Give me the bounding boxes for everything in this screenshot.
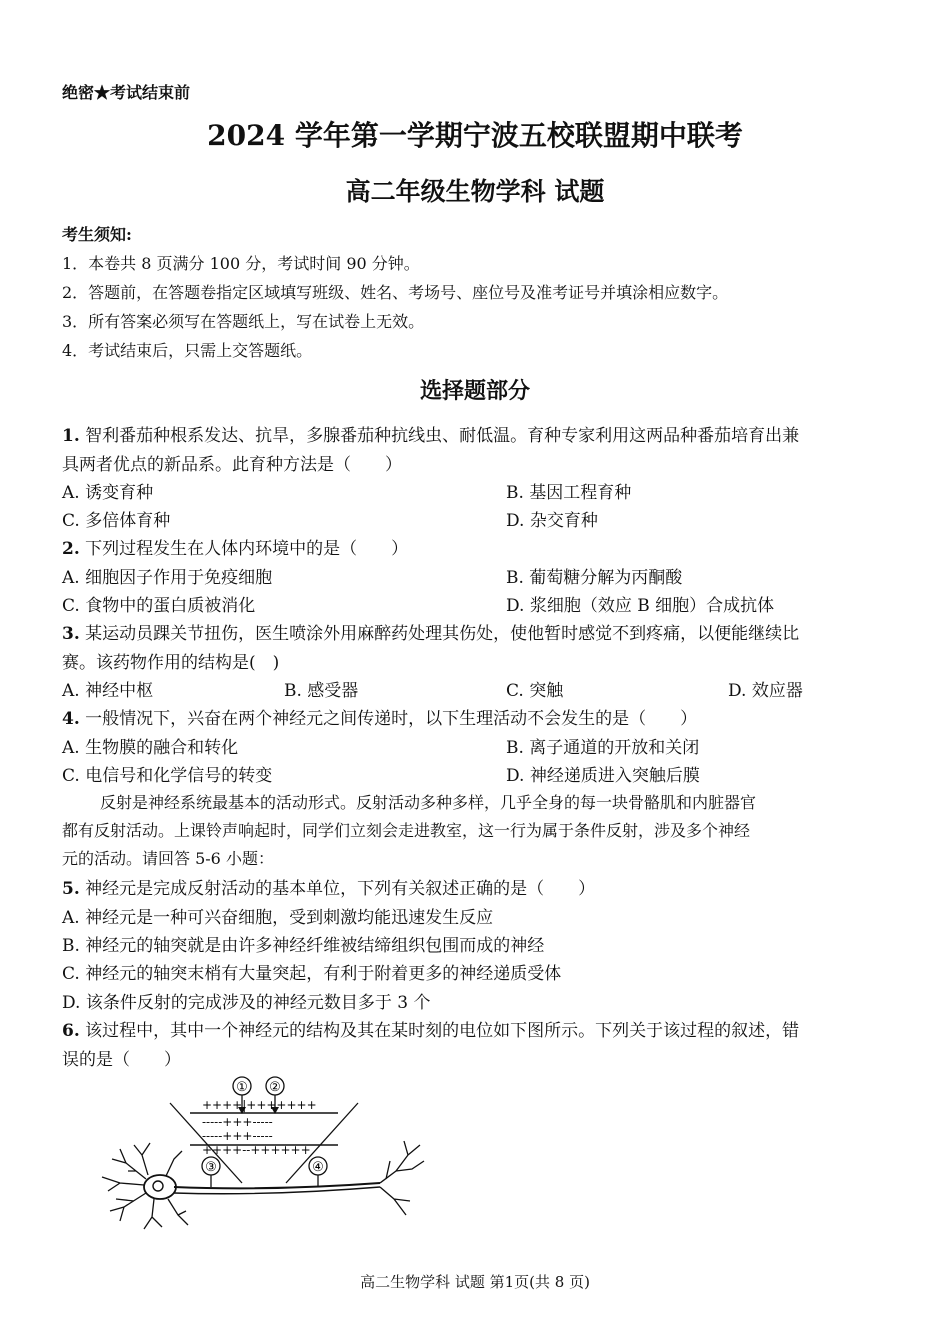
option-d: D. 浆细胞（效应 B 细胞）合成抗体	[506, 596, 775, 616]
question-text-cont: 具两者优点的新品系。此育种方法是（ ）	[62, 455, 402, 475]
exam-title: 2024 学年第一学期宁波五校联盟期中联考	[207, 119, 743, 152]
question-text-cont: 误的是（ ）	[62, 1050, 181, 1070]
marker-1-label: ①	[236, 1080, 248, 1095]
option-b: B. 基因工程育种	[506, 483, 632, 503]
option-c: C. 电信号和化学信号的转变	[62, 766, 273, 786]
charge-row-3: -----+++-----	[202, 1129, 273, 1143]
charge-row-2: -----+++-----	[202, 1115, 273, 1129]
option-a: A. 细胞因子作用于免疫细胞	[62, 568, 273, 588]
nucleus	[153, 1181, 163, 1191]
question-text: 一般情况下，兴奋在两个神经元之间传递时，以下生理活动不会发生的是（ ）	[85, 709, 698, 729]
page-footer: 高二生物学科 试题 第1页(共 8 页)	[360, 1273, 590, 1291]
question-number: 1.	[62, 426, 80, 446]
note-item: 1．本卷共 8 页满分 100 分，考试时间 90 分钟。	[62, 254, 420, 273]
option-d: D. 神经递质进入突触后膜	[506, 766, 700, 786]
option-d: D. 杂交育种	[506, 511, 598, 531]
question-1	[62, 421, 799, 446]
question-4	[62, 704, 697, 729]
charge-row-1: ++++|+++++++	[202, 1098, 317, 1112]
charge-row-4: ++++--++++++	[202, 1143, 311, 1157]
question-6	[62, 1016, 799, 1041]
note-item: 4．考试结束后，只需上交答题纸。	[62, 341, 313, 360]
question-text: 智利番茄种根系发达、抗旱，多腺番茄种抗线虫、耐低温。育种专家利用这两品种番茄培育出兼	[85, 426, 800, 446]
exam-subtitle: 高二年级生物学科 试题	[345, 177, 605, 206]
axon-terminal	[380, 1141, 424, 1215]
option-a: A. 诱变育种	[62, 483, 154, 503]
marker-2-label: ②	[269, 1080, 281, 1095]
option-a: A. 神经元是一种可兴奋细胞，受到刺激均能迅速发生反应	[62, 908, 494, 928]
question-5	[62, 874, 595, 899]
question-number: 4.	[62, 709, 80, 729]
passage-line: 元的活动。请回答 5-6 小题：	[62, 849, 274, 868]
passage-line: 反射是神经系统最基本的活动形式。反射活动多种多样，几乎全身的每一块骨骼肌和内脏器官	[100, 793, 757, 812]
neuron-potential-diagram	[90, 1075, 450, 1235]
note-item: 2．答题前，在答题卷指定区域填写班级、姓名、考场号、座位号及准考证号并填涂相应数字。	[62, 283, 729, 302]
question-number: 2.	[62, 539, 80, 559]
cell-body	[144, 1175, 176, 1199]
option-b: B. 神经元的轴突就是由许多神经纤维被结缔组织包围而成的神经	[62, 936, 545, 956]
marker-4-label: ④	[312, 1160, 324, 1175]
question-2	[62, 534, 408, 559]
option-a: A. 神经中枢	[62, 681, 154, 701]
question-number: 3.	[62, 624, 80, 644]
question-3	[62, 619, 799, 644]
option-a: A. 生物膜的融合和转化	[62, 738, 239, 758]
option-b: B. 离子通道的开放和关闭	[506, 738, 700, 758]
question-text: 该过程中，其中一个神经元的结构及其在某时刻的电位如下图所示。下列关于该过程的叙述，错	[85, 1021, 800, 1041]
marker-3-label: ③	[205, 1160, 217, 1175]
option-c: C. 突触	[506, 681, 564, 701]
question-text: 下列过程发生在人体内环境中的是（ ）	[85, 539, 409, 559]
question-number: 5.	[62, 879, 80, 899]
option-b: B. 葡萄糖分解为丙酮酸	[506, 568, 683, 588]
option-c: C. 食物中的蛋白质被消化	[62, 596, 256, 616]
option-d: D. 该条件反射的完成涉及的神经元数目多于 3 个	[62, 993, 431, 1013]
question-text: 某运动员踝关节扭伤，医生喷涂外用麻醉药处理其伤处，使他暂时感觉不到疼痛，以便能继续比	[85, 624, 800, 644]
question-number: 6.	[62, 1021, 80, 1041]
passage-line: 都有反射活动。上课铃声响起时，同学们立刻会走进教室，这一行为属于条件反射，涉及多个神经	[62, 821, 751, 840]
question-text-cont: 赛。该药物作用的结构是( )	[62, 653, 280, 673]
note-item: 3．所有答案必须写在答题纸上，写在试卷上无效。	[62, 312, 425, 331]
section-title: 选择题部分	[419, 378, 530, 404]
option-c: C. 神经元的轴突末梢有大量突起，有利于附着更多的神经递质受体	[62, 964, 562, 984]
confidential-label: 绝密★考试结束前	[62, 83, 191, 102]
notes-heading: 考生须知:	[62, 225, 132, 244]
option-b: B. 感受器	[284, 681, 359, 701]
axon	[174, 1183, 380, 1188]
option-d: D. 效应器	[728, 681, 803, 701]
question-text: 神经元是完成反射活动的基本单位，下列有关叙述正确的是（ ）	[85, 879, 596, 899]
option-c: C. 多倍体育种	[62, 511, 171, 531]
